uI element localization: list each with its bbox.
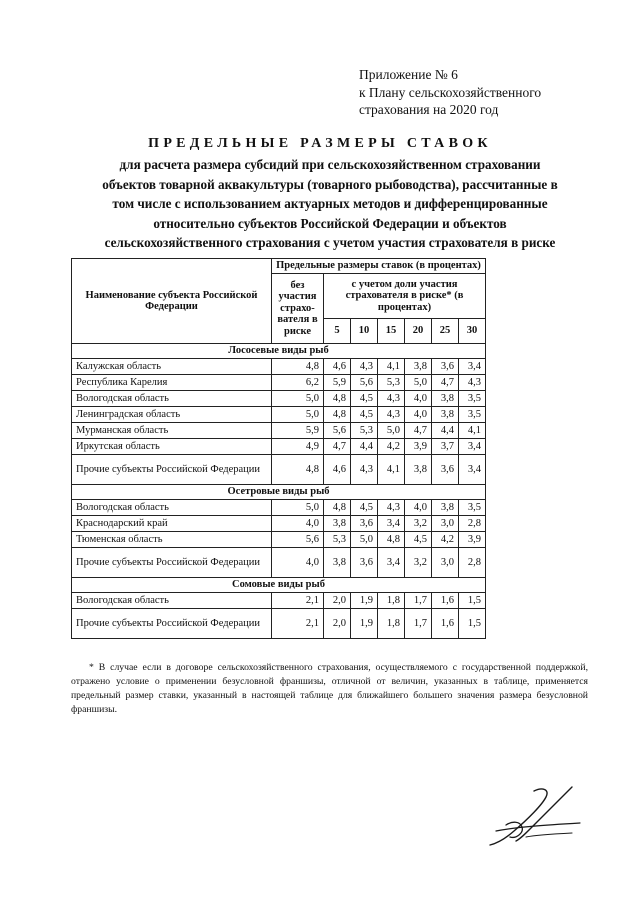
rate-base: 4,9 bbox=[272, 439, 324, 455]
table-row bbox=[72, 375, 486, 391]
subtitle-line: для расчета размера субсидий при сельскохозяйственном страховании bbox=[119, 157, 541, 172]
rate-value: 3,8 bbox=[432, 500, 459, 516]
region-name: Вологодская область bbox=[72, 391, 272, 407]
rate-value: 4,4 bbox=[432, 423, 459, 439]
rate-value: 1,7 bbox=[405, 609, 432, 639]
rate-value: 1,8 bbox=[378, 609, 405, 639]
rates-table bbox=[71, 258, 486, 639]
header-share-level: 30 bbox=[459, 319, 486, 344]
rate-value: 3,8 bbox=[324, 548, 351, 578]
header-share-level: 15 bbox=[378, 319, 405, 344]
rate-value: 3,8 bbox=[405, 359, 432, 375]
rate-value: 4,0 bbox=[405, 407, 432, 423]
header-region: Наименование субъекта Российской Федерации bbox=[72, 259, 272, 344]
rate-value: 3,4 bbox=[459, 455, 486, 485]
table-row bbox=[72, 391, 486, 407]
rate-value: 4,2 bbox=[378, 439, 405, 455]
rate-value: 2,0 bbox=[324, 609, 351, 639]
rate-value: 4,2 bbox=[432, 532, 459, 548]
region-name: Прочие субъекты Российской Федерации bbox=[72, 609, 272, 639]
rate-value: 1,8 bbox=[378, 593, 405, 609]
rate-value: 3,8 bbox=[324, 516, 351, 532]
rate-value: 4,6 bbox=[324, 455, 351, 485]
footnote bbox=[71, 661, 588, 717]
rate-value: 3,0 bbox=[432, 548, 459, 578]
rate-value: 4,8 bbox=[324, 500, 351, 516]
rate-value: 2,8 bbox=[459, 548, 486, 578]
rate-value: 3,5 bbox=[459, 391, 486, 407]
header-share: с учетом доли участия страхователя в риске* (в процентах) bbox=[324, 274, 486, 319]
header-share-level: 5 bbox=[324, 319, 351, 344]
table-row bbox=[72, 439, 486, 455]
section-title: Осетровые виды рыб bbox=[72, 485, 486, 500]
rate-value: 3,9 bbox=[459, 532, 486, 548]
rate-value: 5,3 bbox=[378, 375, 405, 391]
region-name: Республика Карелия bbox=[72, 375, 272, 391]
rate-value: 3,4 bbox=[459, 439, 486, 455]
subtitle-line: объектов товарной аквакультуры (товарного рыбоводства), рассчитанные в bbox=[102, 176, 558, 192]
document-subtitle bbox=[60, 155, 600, 253]
rate-value: 4,5 bbox=[351, 407, 378, 423]
rate-value: 4,8 bbox=[324, 391, 351, 407]
rate-value: 1,6 bbox=[432, 593, 459, 609]
rate-value: 3,4 bbox=[378, 516, 405, 532]
footnote-text: * В случае если в договоре сельскохозяйственного страхования, осуществляемого с государственной поддержкой, отражено условие о применении безусловной франшизы, отличной от величин, указанных в таблице, применяется предельный размер ставки, указанный в настоящей таблице для ближайшего большего значения размера безусловной франшизы. bbox=[71, 662, 588, 715]
header-group: Предельные размеры ставок (в процентах) bbox=[272, 259, 486, 274]
rate-value: 5,0 bbox=[351, 532, 378, 548]
table-row bbox=[72, 609, 486, 639]
rate-value: 3,8 bbox=[405, 455, 432, 485]
section-row bbox=[72, 485, 486, 500]
rate-value: 5,3 bbox=[351, 423, 378, 439]
rate-value: 4,0 bbox=[405, 500, 432, 516]
rate-value: 5,6 bbox=[351, 375, 378, 391]
region-name: Ленинградская область bbox=[72, 407, 272, 423]
rate-value: 4,7 bbox=[324, 439, 351, 455]
header-share-level: 25 bbox=[432, 319, 459, 344]
table-row bbox=[72, 407, 486, 423]
rate-value: 4,3 bbox=[351, 455, 378, 485]
subtitle-line: относительно субъектов Российской Федерации и объектов bbox=[153, 215, 507, 231]
rate-value: 3,2 bbox=[405, 548, 432, 578]
rate-base: 4,0 bbox=[272, 548, 324, 578]
rate-base: 4,8 bbox=[272, 359, 324, 375]
rate-value: 3,7 bbox=[432, 439, 459, 455]
region-name: Тюменская область bbox=[72, 532, 272, 548]
region-name: Вологодская область bbox=[72, 500, 272, 516]
rate-value: 4,5 bbox=[405, 532, 432, 548]
region-name: Иркутская область bbox=[72, 439, 272, 455]
rate-value: 3,8 bbox=[432, 391, 459, 407]
signature-icon bbox=[476, 781, 586, 851]
rate-value: 4,3 bbox=[378, 407, 405, 423]
rate-value: 4,4 bbox=[351, 439, 378, 455]
subtitle-line: том числе с использованием актуарных методов и дифференцированные bbox=[112, 196, 548, 211]
rate-value: 4,3 bbox=[378, 500, 405, 516]
rate-value: 4,5 bbox=[351, 500, 378, 516]
section-title: Сомовые виды рыб bbox=[72, 578, 486, 593]
rate-value: 4,7 bbox=[405, 423, 432, 439]
region-name: Прочие субъекты Российской Федерации bbox=[72, 548, 272, 578]
header-share-level: 10 bbox=[351, 319, 378, 344]
rate-value: 1,5 bbox=[459, 593, 486, 609]
rate-base: 5,0 bbox=[272, 391, 324, 407]
rate-value: 3,4 bbox=[459, 359, 486, 375]
rate-value: 2,0 bbox=[324, 593, 351, 609]
rate-value: 3,6 bbox=[351, 548, 378, 578]
rate-base: 5,9 bbox=[272, 423, 324, 439]
rate-base: 6,2 bbox=[272, 375, 324, 391]
section-row bbox=[72, 344, 486, 359]
rate-value: 3,8 bbox=[432, 407, 459, 423]
signature bbox=[476, 781, 586, 856]
rate-value: 1,5 bbox=[459, 609, 486, 639]
rate-value: 4,3 bbox=[378, 391, 405, 407]
rate-value: 3,2 bbox=[405, 516, 432, 532]
table-row bbox=[72, 532, 486, 548]
table-row bbox=[72, 516, 486, 532]
rate-value: 3,6 bbox=[432, 359, 459, 375]
section-row bbox=[72, 578, 486, 593]
document-title: ПРЕДЕЛЬНЫЕ РАЗМЕРЫ СТАВОК bbox=[148, 136, 492, 151]
rate-value: 1,6 bbox=[432, 609, 459, 639]
rate-value: 3,9 bbox=[405, 439, 432, 455]
appendix-header bbox=[359, 66, 541, 119]
rate-base: 4,0 bbox=[272, 516, 324, 532]
rate-value: 5,6 bbox=[324, 423, 351, 439]
rate-value: 4,1 bbox=[378, 455, 405, 485]
table-row bbox=[72, 455, 486, 485]
rate-value: 4,5 bbox=[351, 391, 378, 407]
table-row bbox=[72, 500, 486, 516]
rate-value: 4,6 bbox=[324, 359, 351, 375]
rate-value: 3,4 bbox=[378, 548, 405, 578]
rate-base: 4,8 bbox=[272, 455, 324, 485]
rate-value: 5,0 bbox=[405, 375, 432, 391]
region-name: Прочие субъекты Российской Федерации bbox=[72, 455, 272, 485]
rate-value: 4,3 bbox=[351, 359, 378, 375]
rate-value: 3,0 bbox=[432, 516, 459, 532]
table-row bbox=[72, 548, 486, 578]
rate-value: 5,0 bbox=[378, 423, 405, 439]
appendix-plan: к Плану сельскохозяйственного bbox=[359, 84, 542, 100]
rate-base: 5,6 bbox=[272, 532, 324, 548]
rate-base: 5,0 bbox=[272, 407, 324, 423]
table-row bbox=[72, 359, 486, 375]
rate-value: 4,1 bbox=[378, 359, 405, 375]
rate-value: 5,9 bbox=[324, 375, 351, 391]
rate-value: 2,8 bbox=[459, 516, 486, 532]
rate-value: 3,6 bbox=[351, 516, 378, 532]
rate-value: 4,1 bbox=[459, 423, 486, 439]
rate-value: 3,5 bbox=[459, 407, 486, 423]
rate-value: 4,8 bbox=[324, 407, 351, 423]
rate-value: 1,7 bbox=[405, 593, 432, 609]
region-name: Мурманская область bbox=[72, 423, 272, 439]
rate-value: 5,3 bbox=[324, 532, 351, 548]
rate-value: 4,8 bbox=[378, 532, 405, 548]
rate-value: 1,9 bbox=[351, 609, 378, 639]
rate-value: 1,9 bbox=[351, 593, 378, 609]
header-share-level: 20 bbox=[405, 319, 432, 344]
rate-value: 4,3 bbox=[459, 375, 486, 391]
rate-base: 2,1 bbox=[272, 593, 324, 609]
table-row bbox=[72, 423, 486, 439]
header-base: без участия страхо-вателя в риске bbox=[272, 274, 324, 344]
table-row bbox=[72, 593, 486, 609]
section-title: Лососевые виды рыб bbox=[72, 344, 486, 359]
region-name: Калужская область bbox=[72, 359, 272, 375]
rate-value: 4,0 bbox=[405, 391, 432, 407]
rate-value: 4,7 bbox=[432, 375, 459, 391]
rate-value: 3,6 bbox=[432, 455, 459, 485]
rate-base: 5,0 bbox=[272, 500, 324, 516]
subtitle-line: сельскохозяйственного страхования с учетом участия страхователя в риске bbox=[104, 235, 556, 250]
rate-value: 3,5 bbox=[459, 500, 486, 516]
rate-base: 2,1 bbox=[272, 609, 324, 639]
appendix-year: страхования на 2020 год bbox=[359, 102, 499, 117]
appendix-number: Приложение № 6 bbox=[359, 67, 458, 82]
region-name: Краснодарский край bbox=[72, 516, 272, 532]
region-name: Вологодская область bbox=[72, 593, 272, 609]
